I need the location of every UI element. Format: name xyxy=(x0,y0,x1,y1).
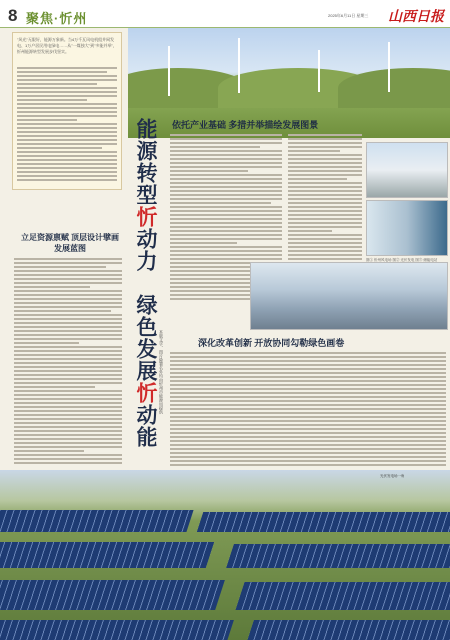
date-line: 2025年6月11日 星期三 xyxy=(328,13,369,18)
photo-solar-building xyxy=(366,142,448,198)
section-title: 聚焦·忻州 xyxy=(26,11,88,26)
lead-body-lines xyxy=(17,67,117,185)
page-header xyxy=(0,0,450,28)
newspaper-logo: 山西日报 xyxy=(388,10,444,25)
bottom-solar-field-photo xyxy=(0,470,450,640)
bottom-photo-caption: 光伏发电场一角 xyxy=(380,474,405,478)
main-title-part1: 能源转型 xyxy=(134,118,158,206)
photo-lab xyxy=(366,200,448,256)
lead-box xyxy=(12,32,122,190)
page-number: 8 xyxy=(8,6,18,25)
photo-caption: 图① 忻州风电场 图② 光伏发电 图③ 储能电站 xyxy=(366,258,438,262)
main-title-highlight1: 忻 xyxy=(134,206,158,228)
section-heading-2: 深化改革创新 开放协同勾勒绿色画卷 xyxy=(198,338,345,348)
main-title-part3: 动能 xyxy=(134,404,158,448)
main-title-highlight2: 忻 xyxy=(134,382,158,404)
left-subheading: 立足资源禀赋 顶层设计擘画发展蓝图 xyxy=(21,233,119,253)
lead-text: "风光"无限好，能源万象新。当4万千瓦风电机组并网发电、1万户居民用电绿电……从"一煤独大"到"多能并举"，忻州能源转型发展步伐坚实。 xyxy=(17,37,117,54)
bottom-text-columns xyxy=(170,352,446,470)
photo-industrial-park xyxy=(250,262,448,330)
left-column-text xyxy=(14,258,122,468)
main-title-part2: 动力 绿色发展 xyxy=(134,228,158,382)
photo-credit: 本版文字、图片除署名外均由忻州市能源局提供 xyxy=(159,330,164,414)
section-heading-1: 依托产业基础 多措并举描绘发展图景 xyxy=(172,120,319,130)
